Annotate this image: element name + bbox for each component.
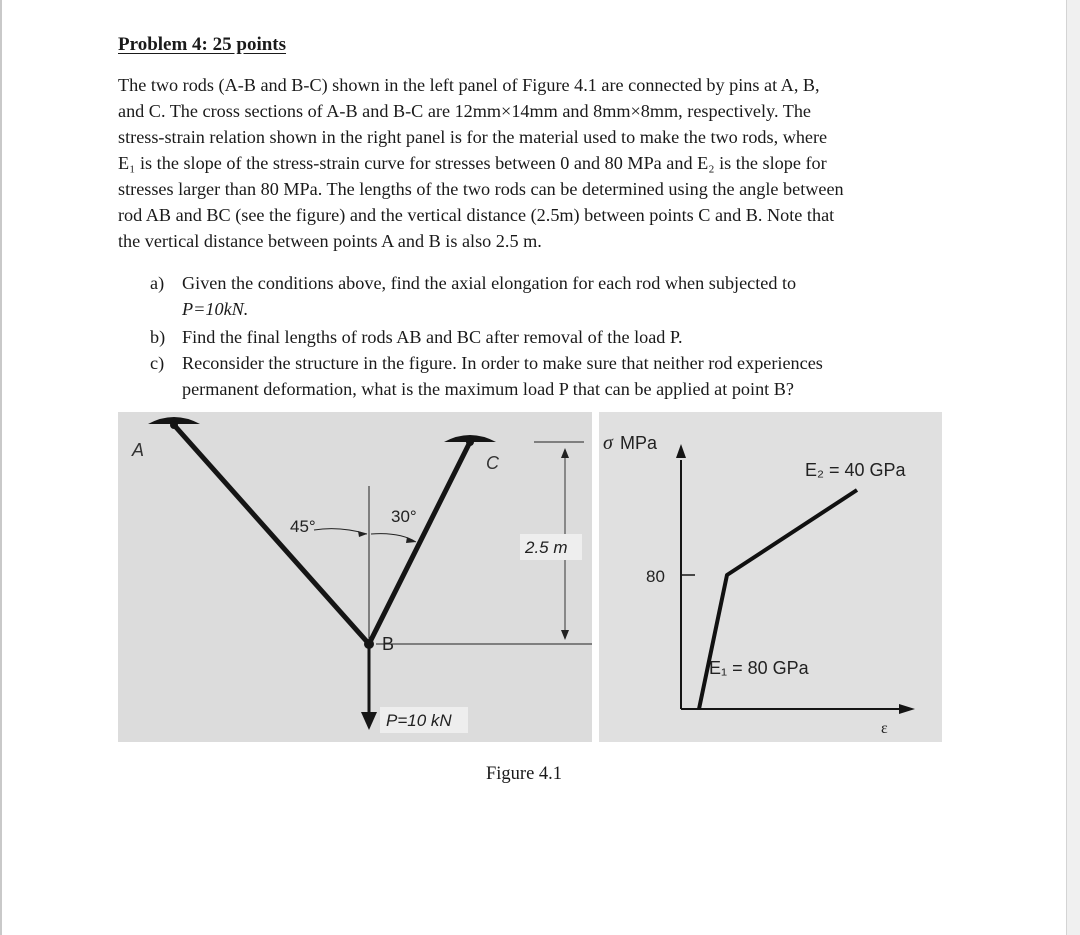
intro-line: The two rods (A-B and B-C) shown in the left panel of Figure 4.1 are connected by pins at A, B,	[118, 75, 820, 95]
page-left-edge	[0, 0, 2, 935]
intro-line: stresses larger than 80 MPa. The lengths of the two rods can be determined using the angle between	[118, 179, 844, 199]
e1-label: E₁ = 80 GPa	[709, 658, 809, 678]
intro-line: stress-strain relation shown in the right panel is for the material used to make the two rods, where	[118, 127, 828, 147]
figure-4-1	[118, 412, 942, 742]
label-c: C	[486, 453, 499, 473]
angle-45-label: 45°	[290, 517, 316, 536]
truss-diagram	[118, 412, 592, 742]
question-list	[150, 270, 942, 402]
e2-label: E₂ = 40 GPa	[805, 460, 906, 480]
label-b: B	[382, 634, 395, 654]
y-axis-unit: MPa	[620, 433, 658, 453]
question-b	[150, 324, 942, 350]
question-a	[150, 270, 942, 322]
question-text: Given the conditions above, find the axial elongation for each rod when subjected to	[182, 273, 797, 293]
label-a: A	[132, 440, 145, 460]
intro-line: E₁ is the slope of the stress-strain curve for stresses between 0 and 80 MPa and E₂ is the slope for	[118, 153, 827, 173]
height-label: 2.5 m	[525, 538, 568, 557]
question-text: permanent deformation, what is the maximum load P that can be applied at point B?	[182, 379, 794, 399]
load-label: P=10 kN	[386, 711, 452, 730]
question-text: Find the final lengths of rods AB and BC after removal of the load P.	[182, 327, 683, 347]
intro-line: rod AB and BC (see the figure) and the vertical distance (2.5m) between points C and B. Note that	[118, 205, 835, 225]
question-label: b)	[150, 327, 166, 347]
angle-30-label: 30°	[391, 507, 417, 526]
figure-caption: Figure 4.1	[486, 764, 563, 784]
problem-intro	[118, 72, 942, 254]
x-axis-label: ε	[881, 720, 888, 737]
question-text-load: P=10kN.	[182, 299, 249, 319]
truss-panel-background	[118, 412, 592, 742]
problem-heading: Problem 4: 25 points	[118, 34, 287, 55]
question-c	[150, 350, 942, 402]
page-right-edge	[1066, 0, 1080, 935]
question-text: Reconsider the structure in the figure. In order to make sure that neither rod experiences	[182, 353, 823, 373]
question-label: c)	[150, 353, 165, 373]
intro-line: and C. The cross sections of A-B and B-C are 12mm×14mm and 8mm×8mm, respectively. The	[118, 101, 811, 121]
intro-line: the vertical distance between points A and B is also 2.5 m.	[118, 231, 542, 251]
stress-strain-plot	[599, 412, 942, 742]
question-text	[182, 296, 942, 322]
question-label: a)	[150, 273, 165, 293]
sigma-symbol: σ	[603, 432, 613, 454]
stress-tick-label: 80	[646, 567, 665, 586]
